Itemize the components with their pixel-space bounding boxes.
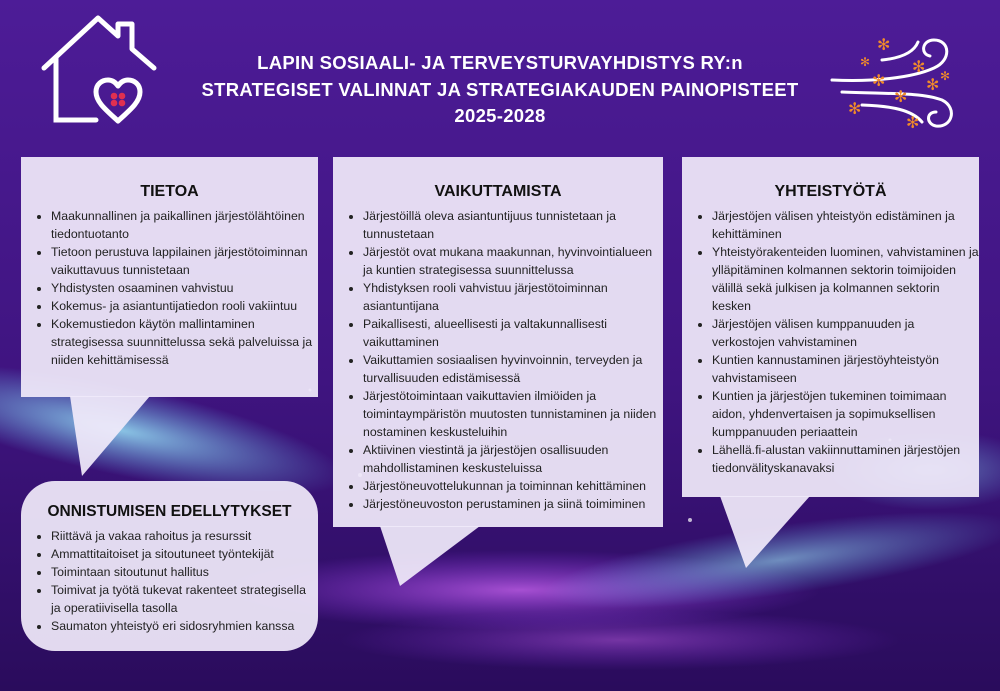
list-item: • Saumaton yhteistyö eri sidosryhmien kanssa — [51, 617, 318, 635]
list-item: • Ammattitaitoiset ja sitoutuneet työntekijät — [51, 545, 318, 563]
list-item: • Kokemus- ja asiantuntijatiedon rooli vakiintuu — [51, 297, 318, 315]
list-item: • Aktiivinen viestintä ja järjestöjen osallisuuden mahdollistaminen keskusteluissa — [363, 441, 663, 477]
svg-text:✻: ✻ — [906, 113, 920, 132]
vaikuttamista-bubble — [333, 157, 663, 527]
list-item: • Järjestöneuvottelukunnan ja toiminnan kehittäminen — [363, 477, 663, 495]
list-item: • Yhteistyörakenteiden luominen, vahvistaminen ja ylläpitäminen kolmannen sektorin toimijoiden välillä sekä julkisen ja kolmannen sektorin kesken — [712, 243, 979, 315]
list-item: • Järjestöneuvoston perustaminen ja siinä toimiminen — [363, 495, 663, 513]
title-line-3: 2025-2028 — [454, 105, 546, 126]
list-item: • Kokemustiedon käytön mallintaminen strategisessa suunnittelussa sekä palveluissa ja niiden kehittämisessä — [51, 315, 318, 369]
svg-text:✻: ✻ — [894, 87, 908, 106]
list-item: • Järjestöjen välisen kumppanuuden ja verkostojen vahvistaminen — [712, 315, 979, 351]
list-item: • Maakunnallinen ja paikallinen järjestölähtöinen tiedontuotanto — [51, 207, 318, 243]
snowflake-wind-icon — [822, 30, 972, 140]
svg-text:✻: ✻ — [848, 99, 862, 118]
speech-bubble-tail — [720, 496, 820, 576]
house-heart-icon — [36, 10, 176, 130]
edellytykset-list — [21, 527, 318, 635]
list-item: • Kuntien ja järjestöjen tukeminen toimimaan aidon, yhdenvertaisen ja sopimuksellisen kumppanuuden periaattein — [712, 387, 979, 441]
tietoa-bubble — [21, 157, 318, 397]
speech-bubble-tail — [70, 396, 160, 486]
list-item: • Paikallisesti, alueellisesti ja valtakunnallisesti vaikuttaminen — [363, 315, 663, 351]
vaikuttamista-heading: VAIKUTTAMISTA — [434, 183, 562, 200]
list-item: • Kuntien kannustaminen järjestöyhteistyön vahvistamiseen — [712, 351, 979, 387]
svg-text:✻: ✻ — [912, 57, 926, 76]
list-item: • Järjestöt ovat mukana maakunnan, hyvinvointialueen ja kuntien strategisessa suunnittelussa — [363, 243, 663, 279]
list-item: • Riittävä ja vakaa rahoitus ja resurssit — [51, 527, 318, 545]
list-item: • Tietoon perustuva lappilainen järjestötoiminnan vaikuttavuus tunnistetaan — [51, 243, 318, 279]
svg-text:✻: ✻ — [877, 35, 891, 54]
yhteistyota-list — [682, 207, 979, 477]
yhteistyota-bubble — [682, 157, 979, 497]
tietoa-heading: TIETOA — [140, 183, 199, 200]
speech-bubble-tail — [380, 526, 490, 596]
title-line-2: STRATEGISET VALINNAT JA STRATEGIAKAUDEN PAINOPISTEET — [201, 78, 799, 100]
svg-text:✻: ✻ — [926, 75, 940, 94]
edellytykset-bubble — [21, 481, 318, 651]
tietoa-list — [21, 207, 318, 369]
yhteistyota-heading: YHTEISTYÖTÄ — [774, 183, 887, 200]
page-title — [170, 50, 830, 130]
list-item: • Lähellä.fi-alustan vakiinnuttaminen järjestöjen tiedonvälityskanavaksi — [712, 441, 979, 477]
list-item: • Järjestötoimintaan vaikuttavien ilmiöiden ja toimintaympäristön muutosten tunnistaminen ja niiden nostaminen keskusteluihin — [363, 387, 663, 441]
list-item: • Vaikuttamien sosiaalisen hyvinvoinnin, terveyden ja turvallisuuden edistämisessä — [363, 351, 663, 387]
list-item: • Yhdistysten osaaminen vahvistuu — [51, 279, 318, 297]
list-item: • Toimintaan sitoutunut hallitus — [51, 563, 318, 581]
svg-text:✻: ✻ — [872, 71, 886, 90]
list-item: • Järjestöjen välisen yhteistyön edistäminen ja kehittäminen — [712, 207, 979, 243]
list-item: • Toimivat ja työtä tukevat rakenteet strategisella ja operatiivisella tasolla — [51, 581, 318, 617]
list-item: • Järjestöillä oleva asiantuntijuus tunnistetaan ja tunnustetaan — [363, 207, 663, 243]
title-line-1: LAPIN SOSIAALI- JA TERVEYSTURVAYHDISTYS RY:n — [257, 52, 743, 73]
list-item: • Yhdistyksen rooli vahvistuu järjestötoiminnan asiantuntijana — [363, 279, 663, 315]
svg-text:✻: ✻ — [860, 55, 871, 69]
edellytykset-heading: ONNISTUMISEN EDELLYTYKSET — [47, 503, 292, 520]
svg-text:✻: ✻ — [940, 69, 951, 83]
vaikuttamista-list — [333, 207, 663, 513]
